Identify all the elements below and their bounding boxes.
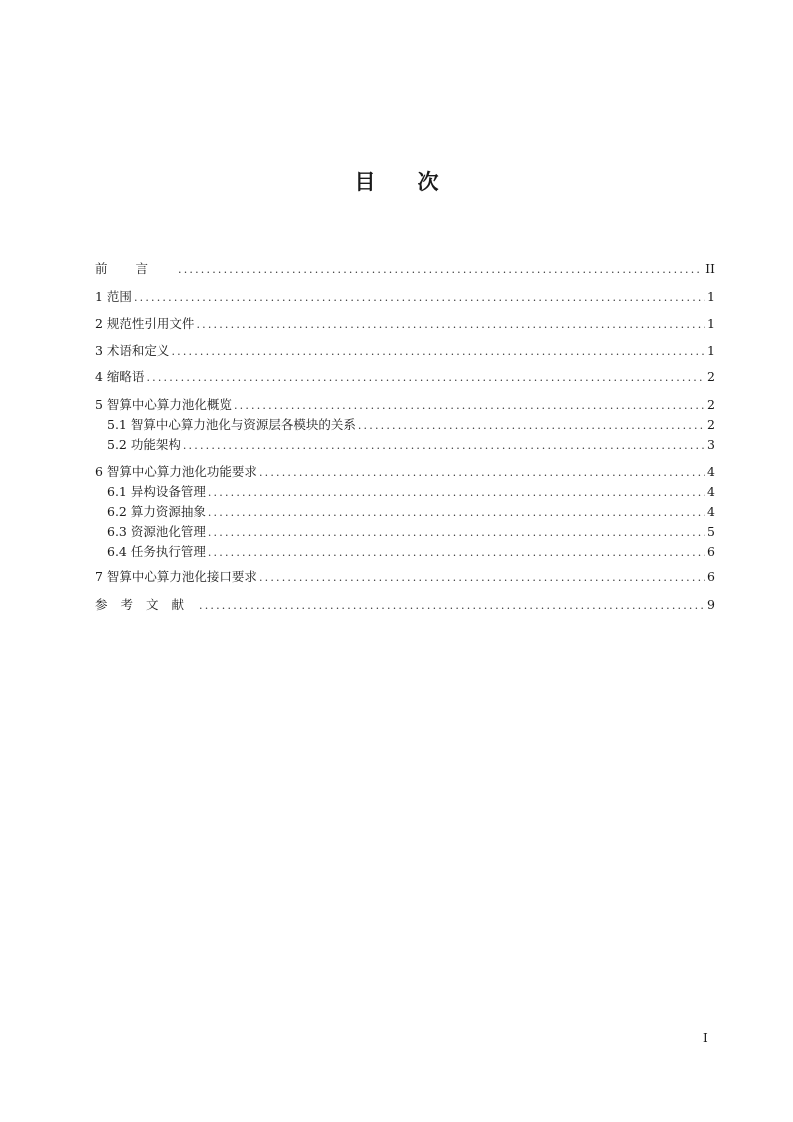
toc-entry-label: 1 范围 — [95, 289, 132, 304]
toc-entry-label: 6.4 任务执行管理 — [107, 544, 206, 559]
toc-entry-label: 2 规范性引用文件 — [95, 316, 195, 331]
toc-entry-page: 1 — [707, 289, 715, 304]
toc-entry-label: 4 缩略语 — [95, 369, 145, 384]
toc-entry-label: 6 智算中心算力池化功能要求 — [95, 464, 257, 479]
toc-entry-page: 3 — [707, 437, 715, 452]
toc-leader-dots — [199, 596, 705, 616]
toc-leader-dots — [358, 416, 705, 436]
toc-entry-label: 前言 — [95, 261, 177, 276]
toc-entry-page: 6 — [707, 544, 715, 559]
page-number: I — [703, 1031, 708, 1045]
toc-entry-label: 5.1 智算中心算力池化与资源层各模块的关系 — [107, 417, 356, 432]
toc-entry[interactable] — [95, 595, 715, 615]
toc-entry[interactable] — [107, 502, 715, 522]
toc-entry[interactable] — [107, 522, 715, 542]
toc-leader-dots — [234, 396, 705, 416]
toc-entry[interactable] — [95, 367, 715, 387]
toc-entry-page: II — [705, 261, 715, 276]
toc-entry[interactable] — [95, 259, 715, 279]
toc-entry[interactable] — [95, 287, 715, 307]
toc-leader-dots — [208, 543, 705, 563]
toc-entry-page: 2 — [707, 369, 715, 384]
toc-entry-label: 7 智算中心算力池化接口要求 — [95, 569, 257, 584]
toc-leader-dots — [134, 288, 705, 308]
toc-entry-page: 4 — [707, 484, 715, 499]
toc-entry[interactable] — [95, 462, 715, 482]
toc-entry-page: 9 — [707, 597, 715, 612]
toc-entry-label: 5 智算中心算力池化概览 — [95, 397, 232, 412]
toc-entry[interactable] — [95, 314, 715, 334]
toc-entry-label: 6.3 资源池化管理 — [107, 524, 206, 539]
toc-leader-dots — [146, 368, 705, 388]
toc-leader-dots — [196, 315, 705, 335]
page-title-left: 目 — [354, 170, 376, 194]
toc-entry[interactable] — [107, 482, 715, 502]
toc-entry[interactable] — [107, 435, 715, 455]
page-title-right: 次 — [417, 170, 439, 194]
toc-entry-page: 4 — [707, 504, 715, 519]
toc-leader-dots — [183, 436, 705, 456]
toc-entry-label: 参考文献 — [95, 597, 198, 612]
toc-leader-dots — [259, 463, 705, 483]
toc-entry-page: 1 — [707, 316, 715, 331]
toc-entry-page: 1 — [707, 343, 715, 358]
toc-leader-dots — [208, 523, 705, 543]
page-title — [0, 166, 793, 196]
toc-leader-dots — [208, 503, 705, 523]
toc-entry-label: 5.2 功能架构 — [107, 437, 181, 452]
toc-entry-label: 6.1 异构设备管理 — [107, 484, 206, 499]
toc-entry-label: 3 术语和定义 — [95, 343, 170, 358]
toc-leader-dots — [178, 260, 703, 280]
toc-entry-page: 2 — [707, 397, 715, 412]
toc-entry[interactable] — [107, 542, 715, 562]
toc-entry-page: 4 — [707, 464, 715, 479]
toc-entry-page: 2 — [707, 417, 715, 432]
toc-entry[interactable] — [95, 567, 715, 587]
toc-leader-dots — [259, 568, 705, 588]
toc-entry-page: 5 — [707, 524, 715, 539]
toc-leader-dots — [208, 483, 705, 503]
toc-leader-dots — [171, 342, 705, 362]
toc-entry[interactable] — [95, 341, 715, 361]
toc-entry[interactable] — [107, 415, 715, 435]
toc-entry-label: 6.2 算力资源抽象 — [107, 504, 206, 519]
toc-entry-page: 6 — [707, 569, 715, 584]
toc-entry[interactable] — [95, 395, 715, 415]
